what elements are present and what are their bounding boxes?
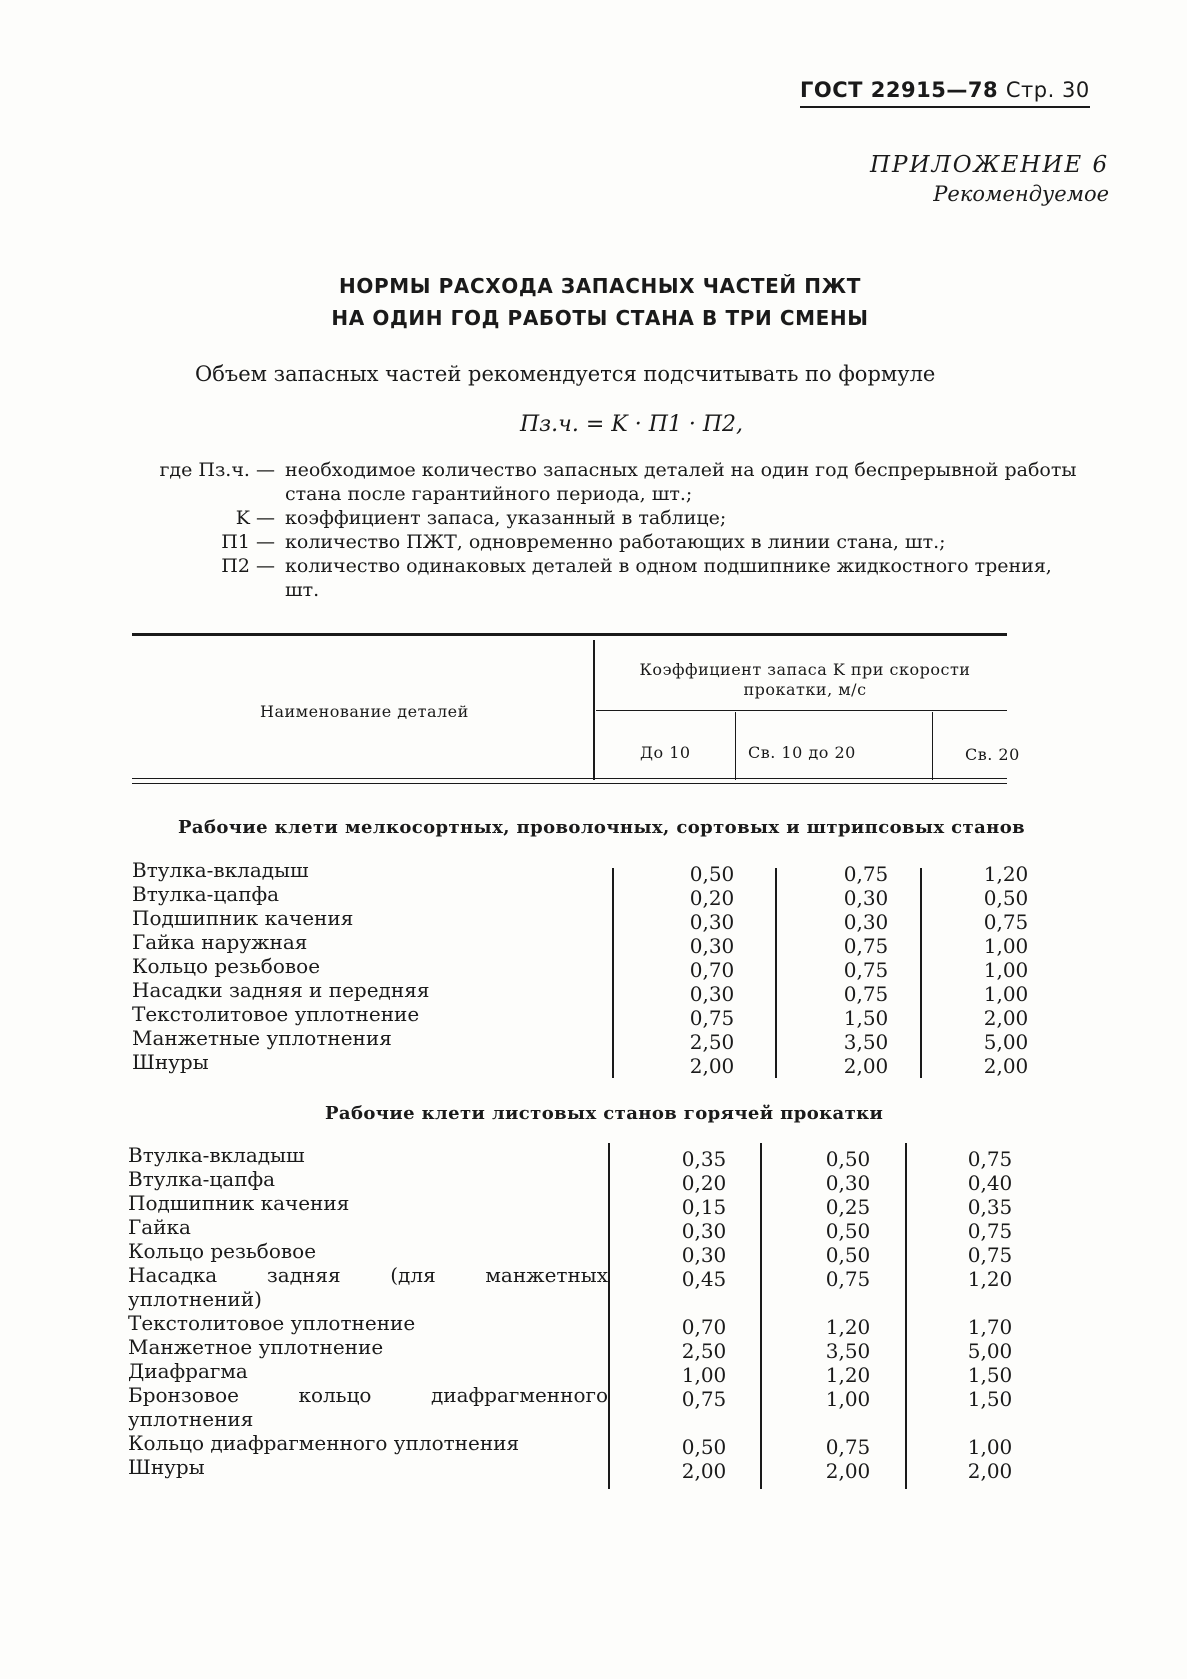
section-1-rows (132, 858, 1032, 1078)
appendix-title: ПРИЛОЖЕНИЕ 6 (870, 152, 1110, 178)
coef-speed-1: 0,70 (689, 958, 735, 982)
definition-symbol: K — (235, 507, 275, 529)
coef-speed-2: 0,75 (825, 1267, 871, 1291)
page-number: Стр. 30 (1005, 78, 1090, 102)
coef-speed-1: 0,50 (689, 862, 735, 886)
coef-speed-1: 0,30 (689, 982, 735, 1006)
coef-speed-2: 0,75 (843, 982, 889, 1006)
coef-speed-1: 0,30 (681, 1243, 727, 1267)
coef-speed-1: 0,50 (681, 1435, 727, 1459)
part-name: Подшипник качения (132, 906, 354, 930)
table-row (132, 1026, 1032, 1054)
coef-speed-3: 2,00 (983, 1006, 1029, 1030)
title-line-2: НА ОДИН ГОД РАБОТЫ СТАНА В ТРИ СМЕНЫ (331, 306, 869, 330)
table-row (128, 1359, 1028, 1387)
header-double-rule-2 (132, 783, 1007, 784)
coef-speed-2: 0,50 (825, 1243, 871, 1267)
coef-speed-1: 0,30 (689, 910, 735, 934)
coef-speed-3: 5,00 (967, 1339, 1013, 1363)
coef-speed-2: 0,50 (825, 1219, 871, 1243)
coef-speed-2: 1,00 (825, 1387, 871, 1411)
table-top-rule (132, 633, 1007, 636)
coef-speed-3: 1,00 (983, 958, 1029, 982)
coef-speed-3: 5,00 (983, 1030, 1029, 1054)
col-divider-1 (735, 712, 736, 780)
group-header-rule (596, 710, 1007, 711)
part-name: Кольцо резьбовое (128, 1239, 317, 1263)
part-name: Шнуры (132, 1050, 209, 1074)
definition-item (150, 458, 1090, 506)
part-name: Бронзовое кольцо диафрагменного уплотнения (128, 1383, 608, 1431)
part-name: Втулка-цапфа (132, 882, 280, 906)
coef-speed-3: 1,50 (967, 1387, 1013, 1411)
column-header-speed-1: До 10 (640, 743, 691, 762)
column-group-header-line-2: прокатки, м/с (743, 680, 867, 699)
coef-speed-3: 0,75 (967, 1219, 1013, 1243)
column-header-speed-2: Св. 10 до 20 (748, 743, 856, 762)
definition-text: необходимое количество запасных деталей на один год беспрерывной работы стана после гарантийного периода, шт.; (285, 459, 1077, 505)
col-divider-2 (932, 712, 933, 780)
column-header-speed-3: Св. 20 (965, 745, 1020, 764)
title-line-1: НОРМЫ РАСХОДА ЗАПАСНЫХ ЧАСТЕЙ ПЖТ (339, 274, 861, 298)
table-row (132, 930, 1032, 958)
part-name: Втулка-вкладыш (132, 858, 309, 882)
section-title: Рабочие клети листовых станов горячей прокатки (325, 1103, 884, 1124)
document-title (280, 270, 920, 334)
table-row (132, 882, 1032, 910)
coef-speed-1: 0,30 (689, 934, 735, 958)
coef-speed-3: 2,00 (983, 1054, 1029, 1078)
coef-speed-2: 1,20 (825, 1315, 871, 1339)
coef-speed-1: 0,20 (681, 1171, 727, 1195)
part-name: Диафрагма (128, 1359, 248, 1383)
table-row (128, 1455, 1028, 1483)
table-row (132, 954, 1032, 982)
coef-speed-2: 0,30 (843, 910, 889, 934)
coef-speed-1: 2,00 (681, 1459, 727, 1483)
definition-symbol: где Пз.ч. — (159, 459, 275, 481)
coef-speed-2: 1,50 (843, 1006, 889, 1030)
coef-speed-3: 2,00 (967, 1459, 1013, 1483)
appendix-status: Рекомендуемое (933, 182, 1110, 206)
definition-text: количество одинаковых деталей в одном подшипнике жидкостного трения, шт. (285, 555, 1052, 601)
table-row (128, 1431, 1028, 1459)
page-header (800, 78, 1090, 108)
column-header-name: Наименование деталей (260, 702, 469, 721)
part-name: Подшипник качения (128, 1191, 350, 1215)
table-row (128, 1215, 1028, 1243)
part-name: Гайка наружная (132, 930, 308, 954)
section-title: Рабочие клети мелкосортных, проволочных, сортовых и штрипсовых станов (178, 817, 1026, 838)
coef-speed-3: 0,50 (983, 886, 1029, 910)
table-row (128, 1383, 1028, 1431)
table-row (132, 978, 1032, 1006)
coef-speed-2: 0,30 (825, 1171, 871, 1195)
part-name: Насадки задняя и передняя (132, 978, 430, 1002)
column-group-header-line-1: Коэффициент запаса K при скорости (639, 660, 971, 679)
part-name: Втулка-вкладыш (128, 1143, 305, 1167)
part-name: Шнуры (128, 1455, 205, 1479)
coef-speed-1: 2,50 (681, 1339, 727, 1363)
part-name: Кольцо резьбовое (132, 954, 321, 978)
coef-speed-1: 0,20 (689, 886, 735, 910)
coef-speed-2: 1,20 (825, 1363, 871, 1387)
part-name: Кольцо диафрагменного уплотнения (128, 1431, 520, 1455)
part-name: Гайка (128, 1215, 191, 1239)
part-name: Текстолитовое уплотнение (128, 1311, 416, 1335)
table-row (132, 858, 1032, 886)
coef-speed-3: 0,40 (967, 1171, 1013, 1195)
table-row (128, 1167, 1028, 1195)
coef-speed-2: 0,30 (843, 886, 889, 910)
definition-symbol: П1 — (221, 531, 275, 553)
coef-speed-2: 3,50 (825, 1339, 871, 1363)
definition-text: количество ПЖТ, одновременно работающих в линии стана, шт.; (285, 531, 946, 553)
standard-number: ГОСТ 22915—78 (800, 78, 999, 102)
column-group-header (605, 660, 1005, 700)
coef-speed-3: 1,20 (967, 1267, 1013, 1291)
definition-text: коэффициент запаса, указанный в таблице; (285, 507, 727, 529)
coef-speed-1: 2,50 (689, 1030, 735, 1054)
coef-speed-2: 0,75 (843, 958, 889, 982)
formula: Пз.ч. = K · П1 · П2, (520, 412, 744, 437)
coef-speed-2: 0,75 (825, 1435, 871, 1459)
coef-speed-1: 0,15 (681, 1195, 727, 1219)
coef-speed-1: 0,35 (681, 1147, 727, 1171)
coef-speed-3: 0,35 (967, 1195, 1013, 1219)
part-name: Насадка задняя (для манжетных уплотнений) (128, 1263, 608, 1311)
intro-text: Объем запасных частей рекомендуется подсчитывать по формуле (195, 362, 936, 386)
coef-speed-1: 0,75 (689, 1006, 735, 1030)
definition-item (150, 530, 1090, 554)
header-double-rule-1 (132, 778, 1007, 779)
table-row (132, 906, 1032, 934)
table-row (128, 1191, 1028, 1219)
coef-speed-1: 2,00 (689, 1054, 735, 1078)
coef-speed-1: 1,00 (681, 1363, 727, 1387)
coef-speed-3: 1,20 (983, 862, 1029, 886)
coef-speed-1: 0,75 (681, 1387, 727, 1411)
definition-symbol: П2 — (221, 555, 275, 577)
coef-speed-1: 0,45 (681, 1267, 727, 1291)
table-row (132, 1002, 1032, 1030)
coef-speed-3: 0,75 (983, 910, 1029, 934)
coef-speed-3: 0,75 (967, 1243, 1013, 1267)
part-name: Манжетное уплотнение (128, 1335, 384, 1359)
coef-speed-3: 1,70 (967, 1315, 1013, 1339)
definitions-list (150, 458, 1090, 602)
coef-speed-1: 0,30 (681, 1219, 727, 1243)
part-name: Текстолитовое уплотнение (132, 1002, 420, 1026)
coef-speed-2: 2,00 (825, 1459, 871, 1483)
table-row (128, 1311, 1028, 1339)
appendix-label (870, 152, 1109, 206)
coef-speed-2: 0,75 (843, 862, 889, 886)
coef-speed-2: 0,75 (843, 934, 889, 958)
table-header-divider (593, 640, 595, 780)
definition-item (150, 554, 1090, 602)
section-2-rows (128, 1143, 1028, 1483)
coef-speed-2: 2,00 (843, 1054, 889, 1078)
table-row (128, 1335, 1028, 1363)
table-row (128, 1239, 1028, 1267)
coef-speed-3: 1,50 (967, 1363, 1013, 1387)
coef-speed-3: 1,00 (967, 1435, 1013, 1459)
part-name: Манжетные уплотнения (132, 1026, 392, 1050)
coef-speed-2: 3,50 (843, 1030, 889, 1054)
coef-speed-3: 1,00 (983, 982, 1029, 1006)
table-row (128, 1263, 1028, 1311)
coef-speed-3: 1,00 (983, 934, 1029, 958)
definition-item (150, 506, 1090, 530)
coef-speed-3: 0,75 (967, 1147, 1013, 1171)
table-row (132, 1050, 1032, 1078)
part-name: Втулка-цапфа (128, 1167, 276, 1191)
table-row (128, 1143, 1028, 1171)
coef-speed-2: 0,50 (825, 1147, 871, 1171)
coef-speed-2: 0,25 (825, 1195, 871, 1219)
coef-speed-1: 0,70 (681, 1315, 727, 1339)
